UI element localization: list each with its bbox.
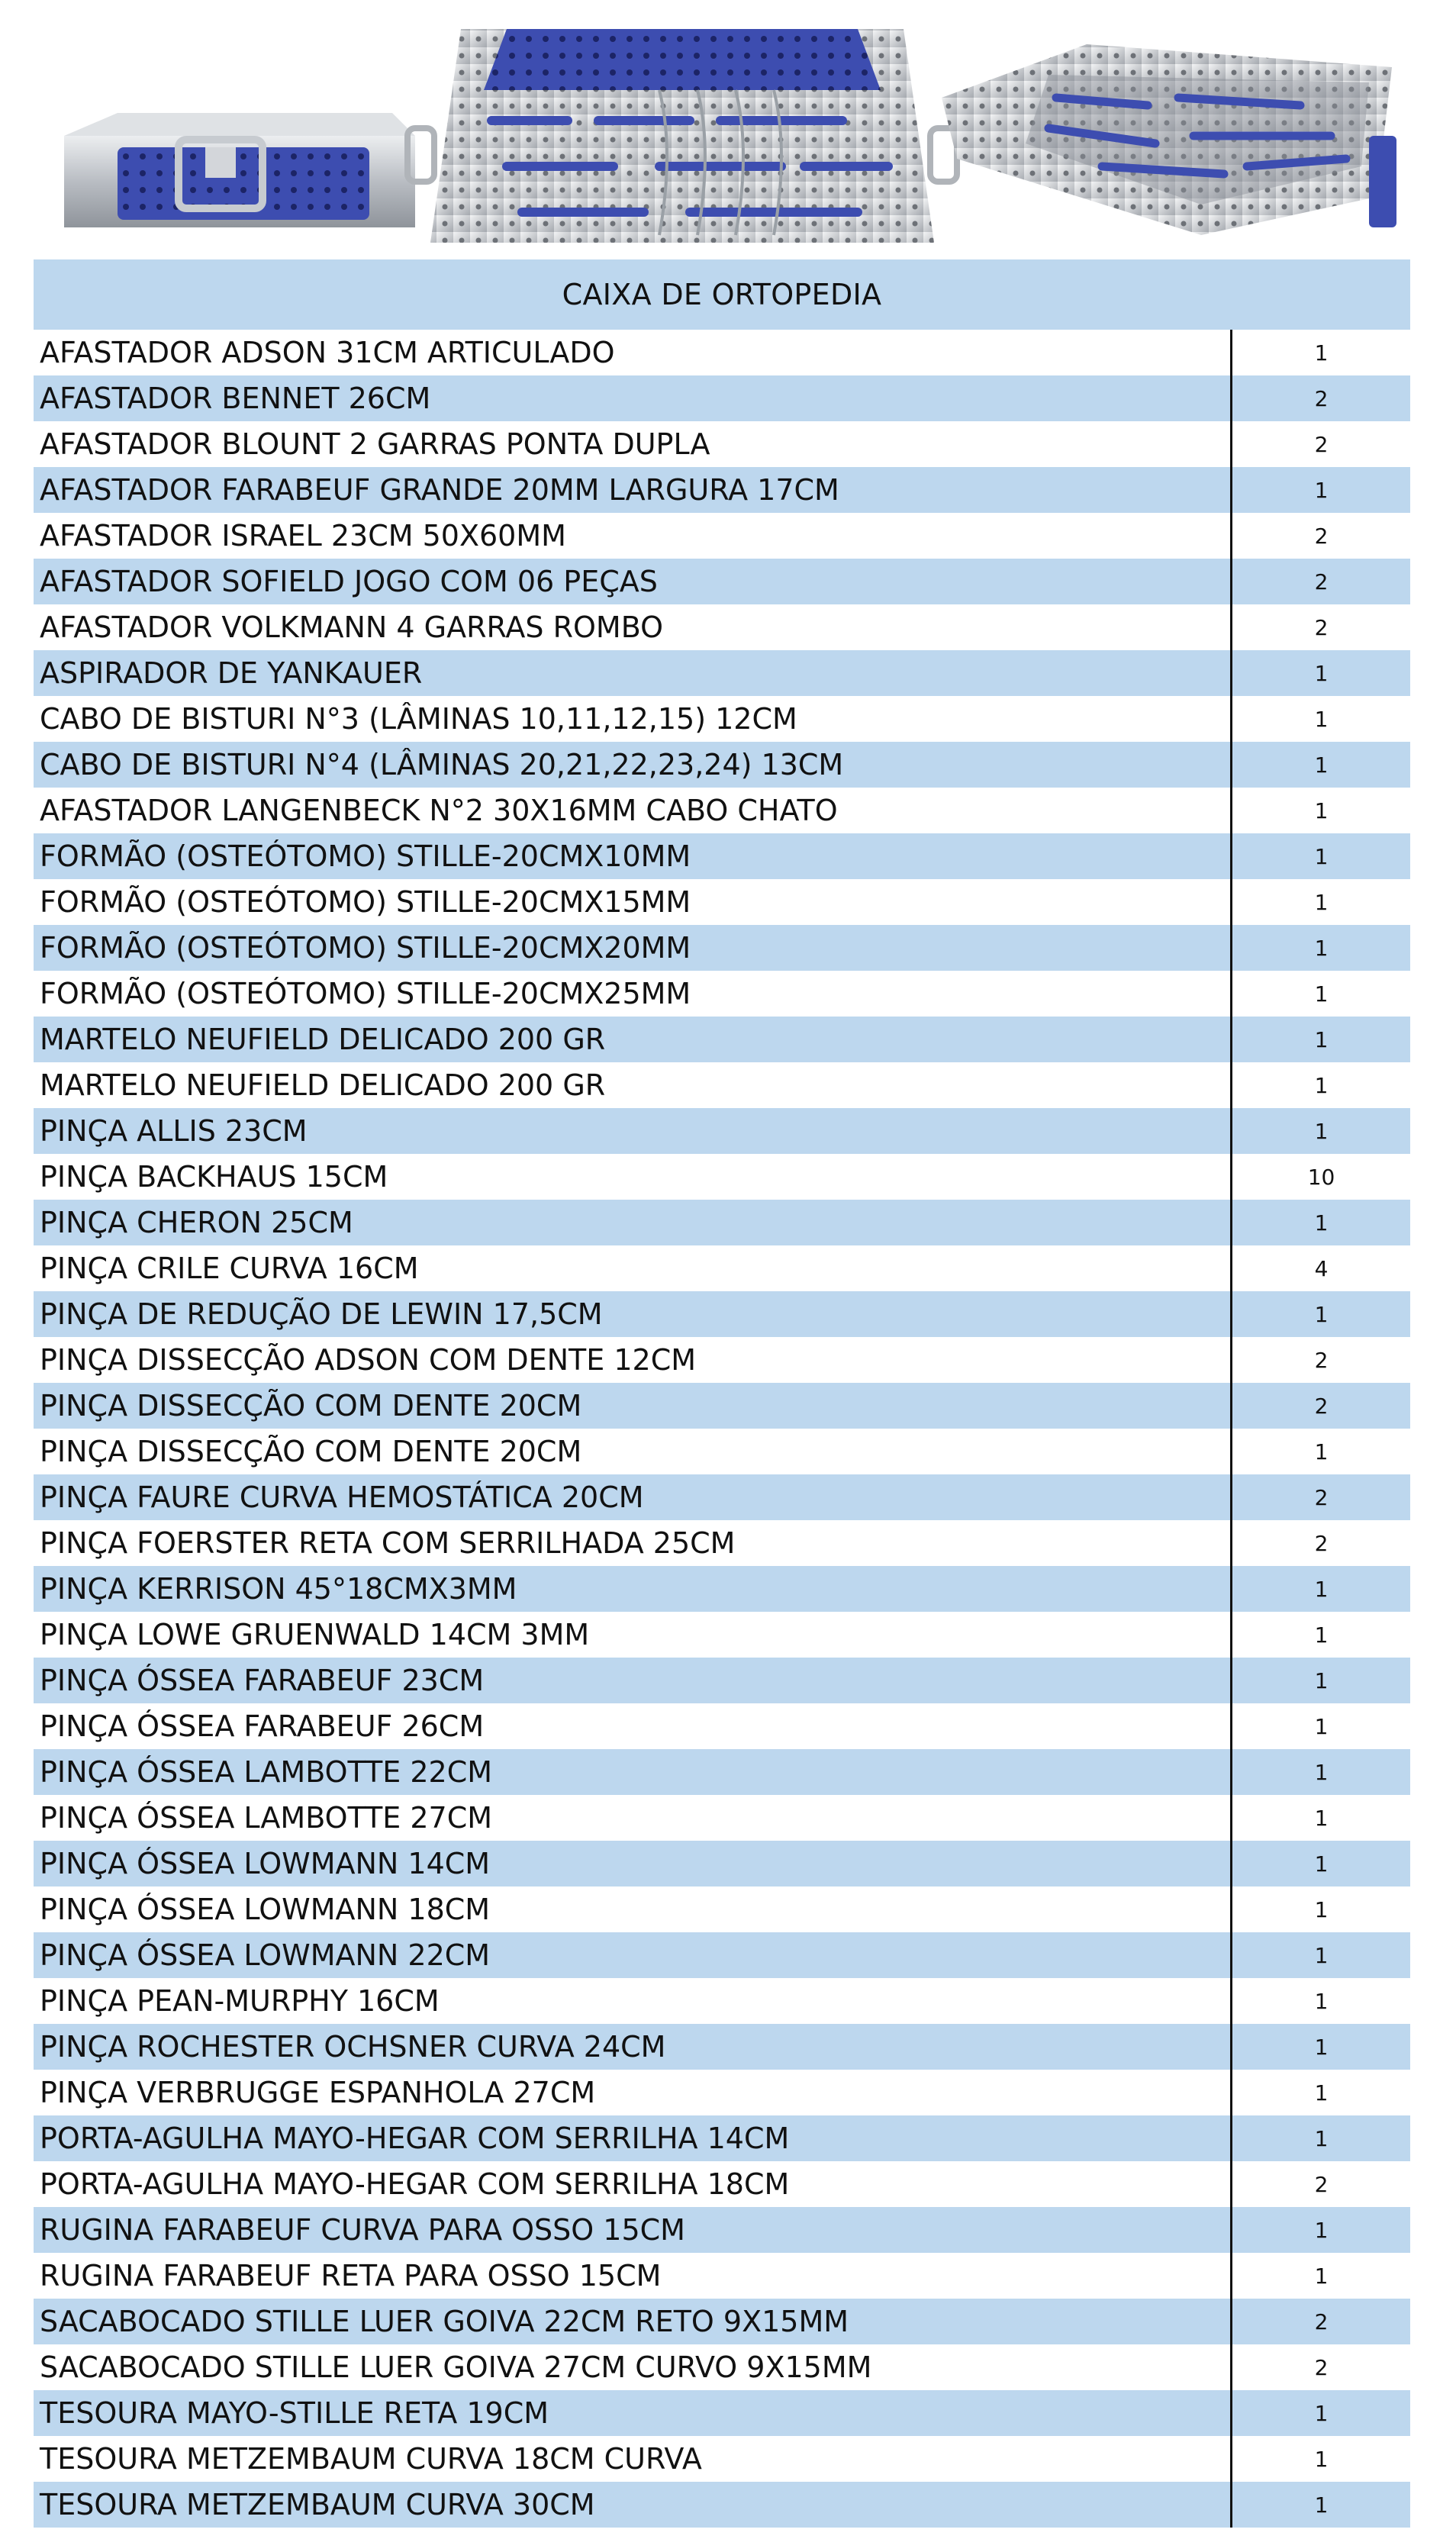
table-row bbox=[34, 1566, 1410, 1612]
item-quantity: 1 bbox=[1314, 935, 1329, 961]
table-row bbox=[34, 788, 1410, 833]
item-name: FORMÃO (OSTEÓTOMO) STILLE-20CMX25MM bbox=[40, 977, 691, 1010]
table-row bbox=[34, 1108, 1410, 1154]
item-quantity: 1 bbox=[1314, 1667, 1329, 1693]
item-name: PINÇA KERRISON 45°18CMX3MM bbox=[40, 1572, 517, 1606]
item-quantity: 1 bbox=[1314, 1713, 1329, 1739]
item-name: PINÇA ÓSSEA LOWMANN 18CM bbox=[40, 1893, 491, 1926]
item-name: PINÇA ALLIS 23CM bbox=[40, 1114, 308, 1148]
item-quantity: 1 bbox=[1314, 2446, 1329, 2472]
table-row bbox=[34, 1703, 1410, 1749]
item-name: PINÇA VERBRUGGE ESPANHOLA 27CM bbox=[40, 2076, 596, 2109]
item-name: MARTELO NEUFIELD DELICADO 200 GR bbox=[40, 1023, 606, 1056]
item-name: PINÇA CHERON 25CM bbox=[40, 1206, 353, 1239]
item-quantity: 1 bbox=[1314, 706, 1329, 732]
item-quantity: 2 bbox=[1314, 2171, 1329, 2197]
item-quantity: 2 bbox=[1314, 1530, 1329, 1556]
item-quantity: 2 bbox=[1314, 1393, 1329, 1419]
item-name: PINÇA DISSECÇÃO COM DENTE 20CM bbox=[40, 1389, 582, 1423]
table-row bbox=[34, 2253, 1410, 2299]
table-row bbox=[34, 2070, 1410, 2115]
item-name: RUGINA FARABEUF RETA PARA OSSO 15CM bbox=[40, 2259, 662, 2293]
table-row bbox=[34, 2115, 1410, 2161]
item-quantity: 2 bbox=[1314, 2354, 1329, 2380]
table-row bbox=[34, 2436, 1410, 2482]
item-name: PINÇA LOWE GRUENWALD 14CM 3MM bbox=[40, 1618, 590, 1651]
table-row bbox=[34, 330, 1410, 375]
item-quantity: 2 bbox=[1314, 1484, 1329, 1510]
item-quantity: 1 bbox=[1314, 2263, 1329, 2289]
item-name: PINÇA ÓSSEA LOWMANN 22CM bbox=[40, 1938, 491, 1972]
table-row bbox=[34, 1520, 1410, 1566]
table-row bbox=[34, 1291, 1410, 1337]
table-row bbox=[34, 2344, 1410, 2390]
table-row bbox=[34, 1017, 1410, 1062]
item-name: MARTELO NEUFIELD DELICADO 200 GR bbox=[40, 1068, 606, 1102]
item-name: AFASTADOR SOFIELD JOGO COM 06 PEÇAS bbox=[40, 565, 658, 598]
item-name: AFASTADOR FARABEUF GRANDE 20MM LARGURA 17CM bbox=[40, 473, 839, 507]
table-row bbox=[34, 467, 1410, 513]
item-quantity: 1 bbox=[1314, 1622, 1329, 1648]
item-quantity: 2 bbox=[1314, 1347, 1329, 1373]
table-row bbox=[34, 1474, 1410, 1520]
item-name: TESOURA MAYO-STILLE RETA 19CM bbox=[40, 2396, 549, 2430]
item-quantity: 1 bbox=[1314, 1851, 1329, 1877]
table-row bbox=[34, 2024, 1410, 2070]
item-name: PINÇA ÓSSEA LOWMANN 14CM bbox=[40, 1847, 491, 1880]
item-quantity: 1 bbox=[1314, 1118, 1329, 1144]
table-row bbox=[34, 1612, 1410, 1658]
table-row bbox=[34, 1978, 1410, 2024]
item-name: PINÇA CRILE CURVA 16CM bbox=[40, 1252, 419, 1285]
item-quantity: 4 bbox=[1314, 1255, 1329, 1281]
table-row bbox=[34, 2482, 1410, 2528]
item-quantity: 2 bbox=[1314, 431, 1329, 457]
instrument-list-table bbox=[34, 259, 1410, 2528]
item-quantity: 1 bbox=[1314, 2400, 1329, 2426]
item-quantity: 10 bbox=[1307, 1164, 1335, 1190]
item-name: PINÇA FAURE CURVA HEMOSTÁTICA 20CM bbox=[40, 1481, 644, 1514]
item-quantity: 2 bbox=[1314, 385, 1329, 411]
table-row bbox=[34, 925, 1410, 971]
table-row bbox=[34, 696, 1410, 742]
item-name: ASPIRADOR DE YANKAUER bbox=[40, 656, 423, 690]
item-name: FORMÃO (OSTEÓTOMO) STILLE-20CMX20MM bbox=[40, 931, 691, 965]
table-body bbox=[34, 330, 1410, 2528]
closed-tray-photo bbox=[64, 113, 415, 227]
table-row bbox=[34, 2299, 1410, 2344]
item-name: PORTA-AGULHA MAYO-HEGAR COM SERRILHA 14CM bbox=[40, 2122, 790, 2155]
table-row bbox=[34, 375, 1410, 421]
item-name: PINÇA PEAN-MURPHY 16CM bbox=[40, 1984, 440, 2018]
table-row bbox=[34, 2207, 1410, 2253]
table-row bbox=[34, 604, 1410, 650]
table-row bbox=[34, 1062, 1410, 1108]
item-name: PORTA-AGULHA MAYO-HEGAR COM SERRILHA 18CM bbox=[40, 2167, 790, 2201]
item-name: FORMÃO (OSTEÓTOMO) STILLE-20CMX15MM bbox=[40, 885, 691, 919]
table-row bbox=[34, 1200, 1410, 1245]
item-quantity: 1 bbox=[1314, 2217, 1329, 2243]
item-name: TESOURA METZEMBAUM CURVA 30CM bbox=[40, 2488, 595, 2521]
item-quantity: 1 bbox=[1314, 981, 1329, 1007]
item-quantity: 2 bbox=[1314, 2309, 1329, 2334]
table-row bbox=[34, 1658, 1410, 1703]
item-quantity: 1 bbox=[1314, 1942, 1329, 1968]
item-quantity: 1 bbox=[1314, 2034, 1329, 2060]
table-row bbox=[34, 1749, 1410, 1795]
item-quantity: 1 bbox=[1314, 843, 1329, 869]
item-quantity: 1 bbox=[1314, 1896, 1329, 1922]
item-quantity: 1 bbox=[1314, 1026, 1329, 1052]
table-row bbox=[34, 1429, 1410, 1474]
table-row bbox=[34, 421, 1410, 467]
item-name: SACABOCADO STILLE LUER GOIVA 27CM CURVO 9X15MM bbox=[40, 2351, 872, 2384]
item-quantity: 1 bbox=[1314, 1759, 1329, 1785]
item-name: PINÇA FOERSTER RETA COM SERRILHADA 25CM bbox=[40, 1526, 736, 1560]
table-row bbox=[34, 1383, 1410, 1429]
item-name: AFASTADOR LANGENBECK N°2 30X16MM CABO CHATO bbox=[40, 794, 838, 827]
item-name: PINÇA ÓSSEA FARABEUF 26CM bbox=[40, 1709, 485, 1743]
item-name: AFASTADOR BENNET 26CM bbox=[40, 382, 431, 415]
item-name: PINÇA ROCHESTER OCHSNER CURVA 24CM bbox=[40, 2030, 666, 2064]
item-name: PINÇA DISSECÇÃO COM DENTE 20CM bbox=[40, 1435, 582, 1468]
item-name: FORMÃO (OSTEÓTOMO) STILLE-20CMX10MM bbox=[40, 839, 691, 873]
item-quantity: 1 bbox=[1314, 889, 1329, 915]
table-row bbox=[34, 1932, 1410, 1978]
angled-tray-photo bbox=[942, 44, 1396, 235]
item-quantity: 1 bbox=[1314, 2125, 1329, 2151]
table-title: CAIXA DE ORTOPEDIA bbox=[34, 259, 1410, 330]
item-quantity: 2 bbox=[1314, 569, 1329, 594]
table-row bbox=[34, 1245, 1410, 1291]
item-name: CABO DE BISTURI N°3 (LÂMINAS 10,11,12,15) 12CM bbox=[40, 702, 797, 736]
item-quantity: 1 bbox=[1314, 1805, 1329, 1831]
table-row bbox=[34, 2161, 1410, 2207]
table-row bbox=[34, 1841, 1410, 1887]
item-quantity: 1 bbox=[1314, 477, 1329, 503]
item-name: PINÇA ÓSSEA LAMBOTTE 22CM bbox=[40, 1755, 493, 1789]
item-name: PINÇA ÓSSEA FARABEUF 23CM bbox=[40, 1664, 485, 1697]
item-name: AFASTADOR VOLKMANN 4 GARRAS ROMBO bbox=[40, 611, 663, 644]
table-row bbox=[34, 971, 1410, 1017]
item-name: CABO DE BISTURI N°4 (LÂMINAS 20,21,22,23,24) 13CM bbox=[40, 748, 844, 781]
table-row bbox=[34, 1154, 1410, 1200]
item-quantity: 1 bbox=[1314, 2080, 1329, 2106]
item-quantity: 1 bbox=[1314, 797, 1329, 823]
instrument-tray-photos bbox=[34, 14, 1407, 250]
item-name: PINÇA BACKHAUS 15CM bbox=[40, 1160, 388, 1194]
table-row bbox=[34, 2390, 1410, 2436]
table-row bbox=[34, 1887, 1410, 1932]
item-quantity: 2 bbox=[1314, 523, 1329, 549]
table-row bbox=[34, 559, 1410, 604]
table-row bbox=[34, 650, 1410, 696]
item-quantity: 2 bbox=[1314, 614, 1329, 640]
item-quantity: 1 bbox=[1314, 2492, 1329, 2518]
item-name: TESOURA METZEMBAUM CURVA 18CM CURVA bbox=[40, 2442, 702, 2476]
item-quantity: 1 bbox=[1314, 1301, 1329, 1327]
table-row bbox=[34, 513, 1410, 559]
table-row bbox=[34, 879, 1410, 925]
table-row bbox=[34, 1337, 1410, 1383]
item-name: PINÇA DISSECÇÃO ADSON COM DENTE 12CM bbox=[40, 1343, 697, 1377]
item-quantity: 1 bbox=[1314, 1072, 1329, 1098]
item-name: AFASTADOR ADSON 31CM ARTICULADO bbox=[40, 336, 615, 369]
item-name: PINÇA DE REDUÇÃO DE LEWIN 17,5CM bbox=[40, 1297, 603, 1331]
item-quantity: 1 bbox=[1314, 752, 1329, 778]
item-quantity: 1 bbox=[1314, 340, 1329, 366]
table-row bbox=[34, 833, 1410, 879]
item-quantity: 1 bbox=[1314, 1210, 1329, 1236]
item-name: AFASTADOR BLOUNT 2 GARRAS PONTA DUPLA bbox=[40, 427, 710, 461]
item-quantity: 1 bbox=[1314, 1439, 1329, 1464]
item-quantity: 1 bbox=[1314, 1988, 1329, 2014]
item-quantity: 1 bbox=[1314, 660, 1329, 686]
column-divider bbox=[1230, 330, 1232, 2528]
table-row bbox=[34, 1795, 1410, 1841]
item-name: RUGINA FARABEUF CURVA PARA OSSO 15CM bbox=[40, 2213, 685, 2247]
table-row bbox=[34, 742, 1410, 788]
item-quantity: 1 bbox=[1314, 1576, 1329, 1602]
item-name: SACABOCADO STILLE LUER GOIVA 22CM RETO 9X15MM bbox=[40, 2305, 849, 2338]
item-name: AFASTADOR ISRAEL 23CM 50X60MM bbox=[40, 519, 566, 553]
item-name: PINÇA ÓSSEA LAMBOTTE 27CM bbox=[40, 1801, 493, 1835]
open-tray-photo bbox=[407, 29, 957, 243]
